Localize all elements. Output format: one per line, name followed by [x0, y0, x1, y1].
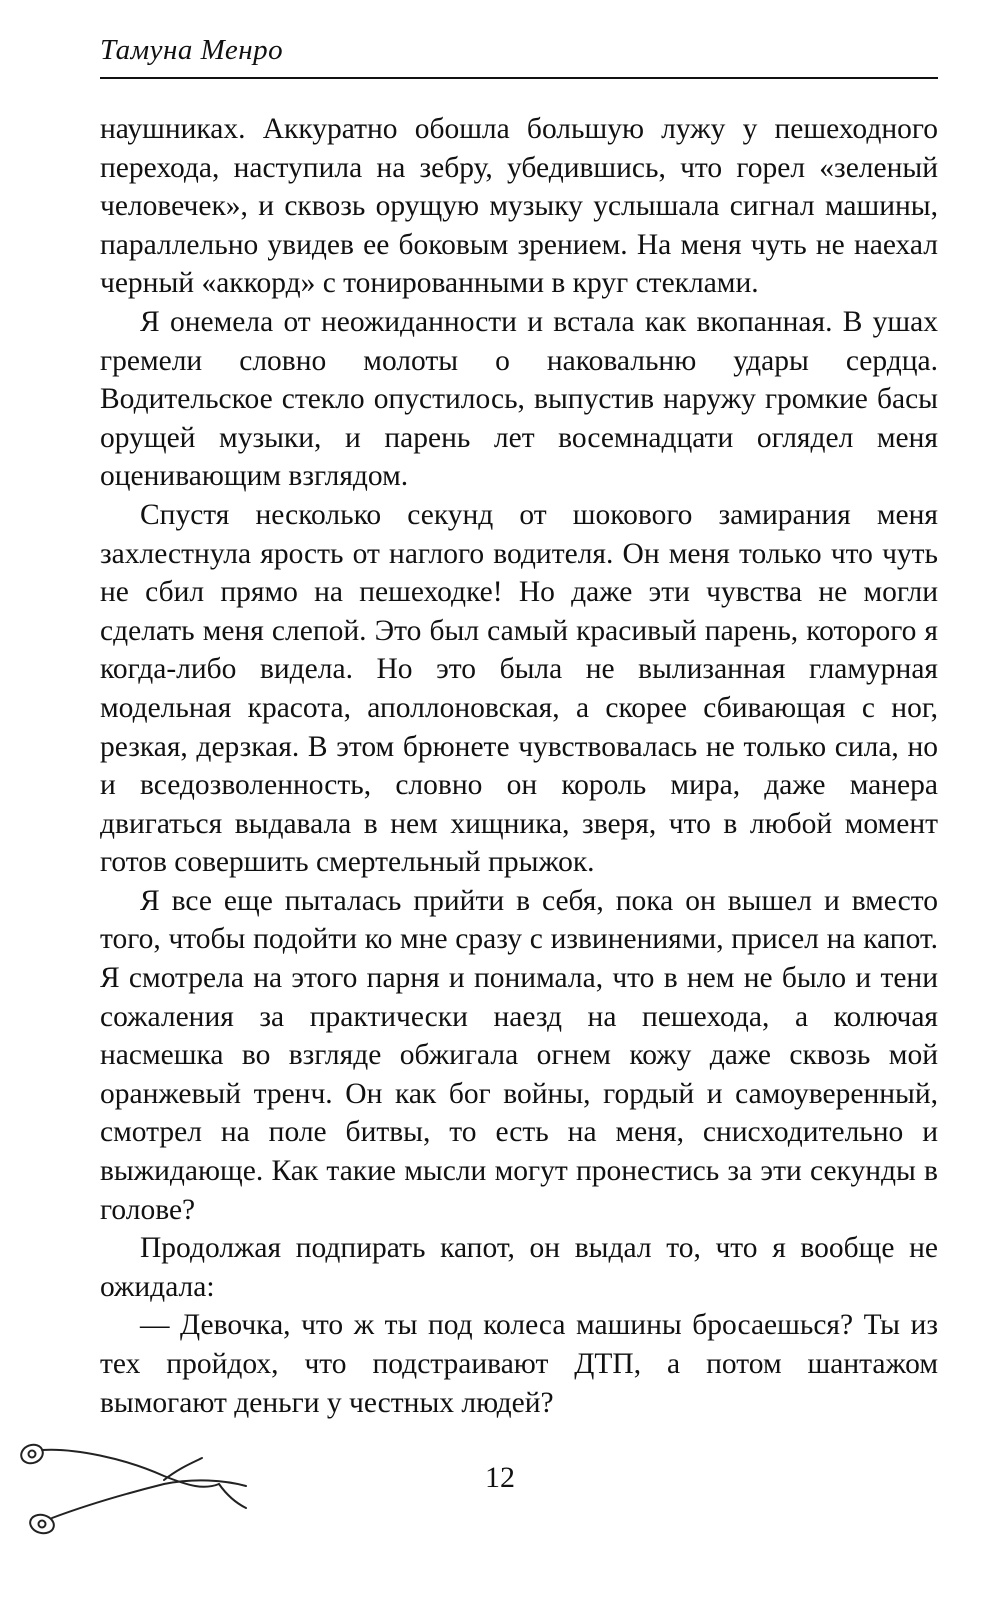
text-body [100, 110, 938, 1422]
paragraph-6: — Девочка, что ж ты под колеса машины бросаешься? Ты из тех пройдох, что подстраивают ДТП, а потом шантажом вымогают деньги у честных людей? [100, 1309, 938, 1419]
header-rule [100, 77, 938, 79]
running-header: Тамуна Менро [100, 34, 284, 66]
paragraph-1: наушниках. Аккуратно обошла большую лужу у пешеходного перехода, наступила на зебру, убедившись, что горел «зеленый человечек», и сквозь орущую музыку услышала сигнал машины, параллельно увидев ее боковым зрением. На меня чуть не наехал черный «аккорд» с тонированными в круг стеклами. [100, 113, 938, 300]
paragraph-5: Продолжая подпирать капот, он выдал то, что я вообще не ожидала: [100, 1232, 938, 1303]
page-number: 12 [485, 1461, 515, 1494]
paragraph-3: Спустя несколько секунд от шокового замирания меня захлестнула ярость от наглого водителя. Он меня только что чуть не сбил прямо на пешеходке! Но даже эти чувства не могли сделать меня слепой. Это был самый красивый парень, которого я когда-либо видела. Но это была не вылизанная гламурная модельная красота, аполлоновская, а скорее сбивающая с ног, резкая, дерзкая. В этом брюнете чувствовалась не только сила, но и вседозволенность, словно он король мира, даже манера двигаться выдавала в нем хищника, зверя, что в любой момент готов совершить смертельный прыжок. [100, 498, 938, 879]
paragraph-2: Я онемела от неожиданности и встала как вкопанная. В ушах гремели словно молоты о наковальню удары сердца. Водительское стекло опустилось, выпустив наружу громкие басы орущей музыки, и парень лет восемнадцати оглядел меня оценивающим взглядом. [100, 305, 938, 493]
paragraph-4: Я все еще пыталась прийти в себя, пока он вышел и вместо того, чтобы подойти ко мне сразу с извинениями, присел на капот. Я смотрела на этого парня и понимала, что в нем не было и тени сожаления за практически наезд на пешехода, а колючая насмешка во взгляде обжигала огнем кожу даже сквозь мой оранжевый тренч. Он как бог войны, гордый и самоуверенный, смотрел на поле битвы, то есть на меня, снисходительно и выжидающе. Как такие мысли могут пронестись за эти секунды в голове? [100, 884, 938, 1226]
